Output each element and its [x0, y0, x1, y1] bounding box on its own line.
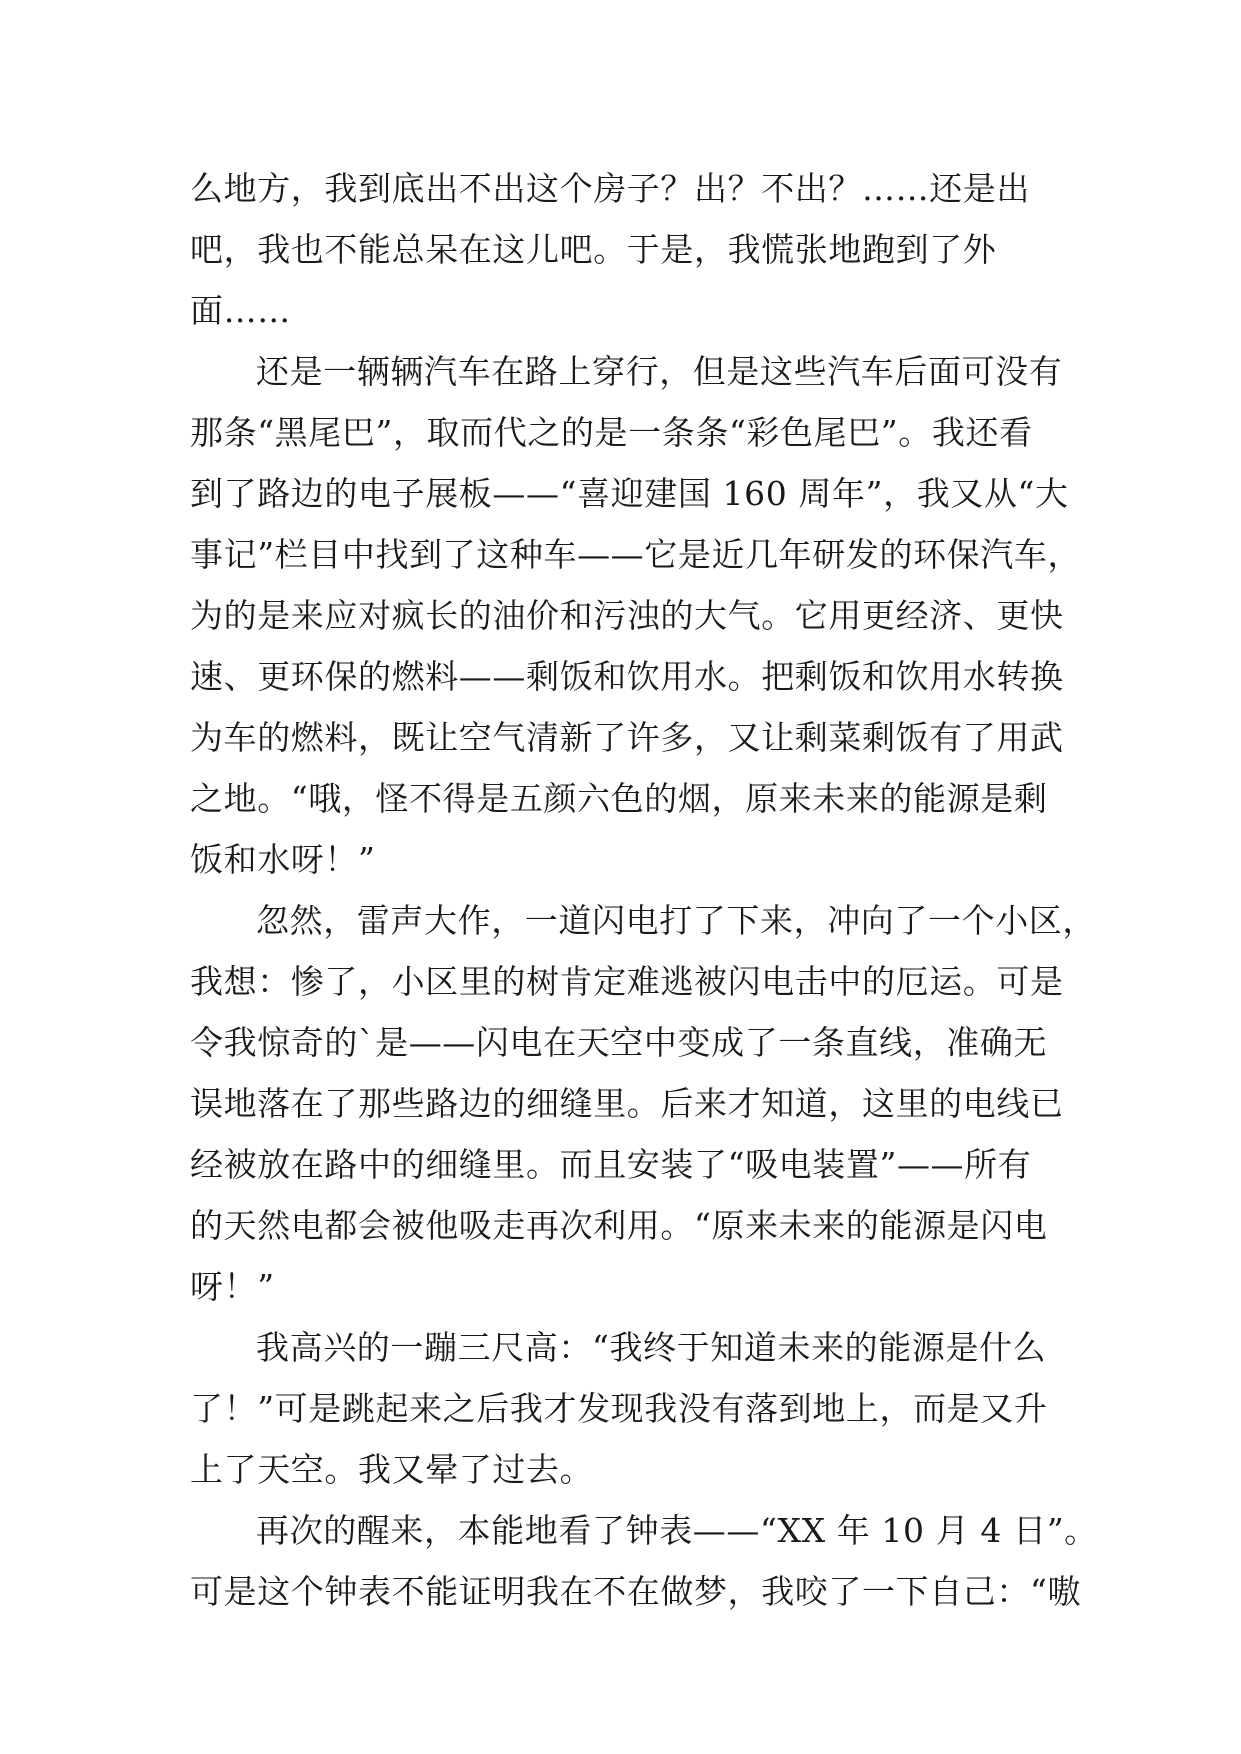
text-line: 令我惊奇的`是——闪电在天空中变成了一条直线，准确无	[190, 1023, 1048, 1062]
text-line: 事记”栏目中找到了这种车——它是近几年研发的环保汽车，	[190, 535, 1082, 574]
text-line: 误地落在了那些路边的细缝里。后来才知道，这里的电线已	[190, 1084, 1064, 1123]
text-line: 那条“黑尾巴”，取而代之的是一条条“彩色尾巴”。我还看	[190, 413, 1033, 452]
text-line: 为的是来应对疯长的油价和污浊的大气。它用更经济、更快	[190, 596, 1064, 635]
text-line: 我想：惨了，小区里的树肯定难逃被闪电击中的厄运。可是	[190, 962, 1064, 1001]
text-line: 饭和水呀！”	[190, 840, 376, 879]
text-line: 为车的燃料，既让空气清新了许多，又让剩菜剩饭有了用武	[190, 718, 1064, 757]
text-line: 经被放在路中的细缝里。而且安装了“吸电装置”——所有	[190, 1145, 1032, 1184]
paragraph-start-line: 我高兴的一蹦三尺高：“我终于知道未来的能源是什么	[256, 1328, 1047, 1367]
text-line: 么地方，我到底出不出这个房子？出？不出？……还是出	[190, 169, 1030, 208]
paragraph-start-line: 还是一辆辆汽车在路上穿行，但是这些汽车后面可没有	[256, 352, 1063, 391]
text-line: 上了天空。我又晕了过去。	[190, 1450, 594, 1489]
text-line: 吧，我也不能总呆在这儿吧。于是，我慌张地跑到了外	[190, 230, 997, 269]
text-line: 可是这个钟表不能证明我在不在做梦，我咬了一下自己：“嗷	[190, 1572, 1082, 1611]
text-line: 面……	[190, 291, 291, 330]
text-line: 的天然电都会被他吸走再次利用。“原来未来的能源是闪电	[190, 1206, 1048, 1245]
paragraph-start-line: 忽然，雷声大作，一道闪电打了下来，冲向了一个小区，	[256, 901, 1096, 940]
text-line: 到了路边的电子展板——“喜迎建国 160 周年”，我又从“大	[190, 474, 1069, 513]
text-line: 之地。“哦，怪不得是五颜六色的烟，原来未来的能源是剩	[190, 779, 1048, 818]
text-line: 呀！”	[190, 1267, 275, 1306]
text-line: 了！”可是跳起来之后我才发现我没有落到地上，而是又升	[190, 1389, 1048, 1428]
text-line: 速、更环保的燃料——剩饭和饮用水。把剩饭和饮用水转换	[190, 657, 1064, 696]
document-body	[190, 158, 1098, 1622]
paragraph-start-line: 再次的醒来，本能地看了钟表——“XX 年 10 月 4 日”。	[256, 1511, 1098, 1550]
